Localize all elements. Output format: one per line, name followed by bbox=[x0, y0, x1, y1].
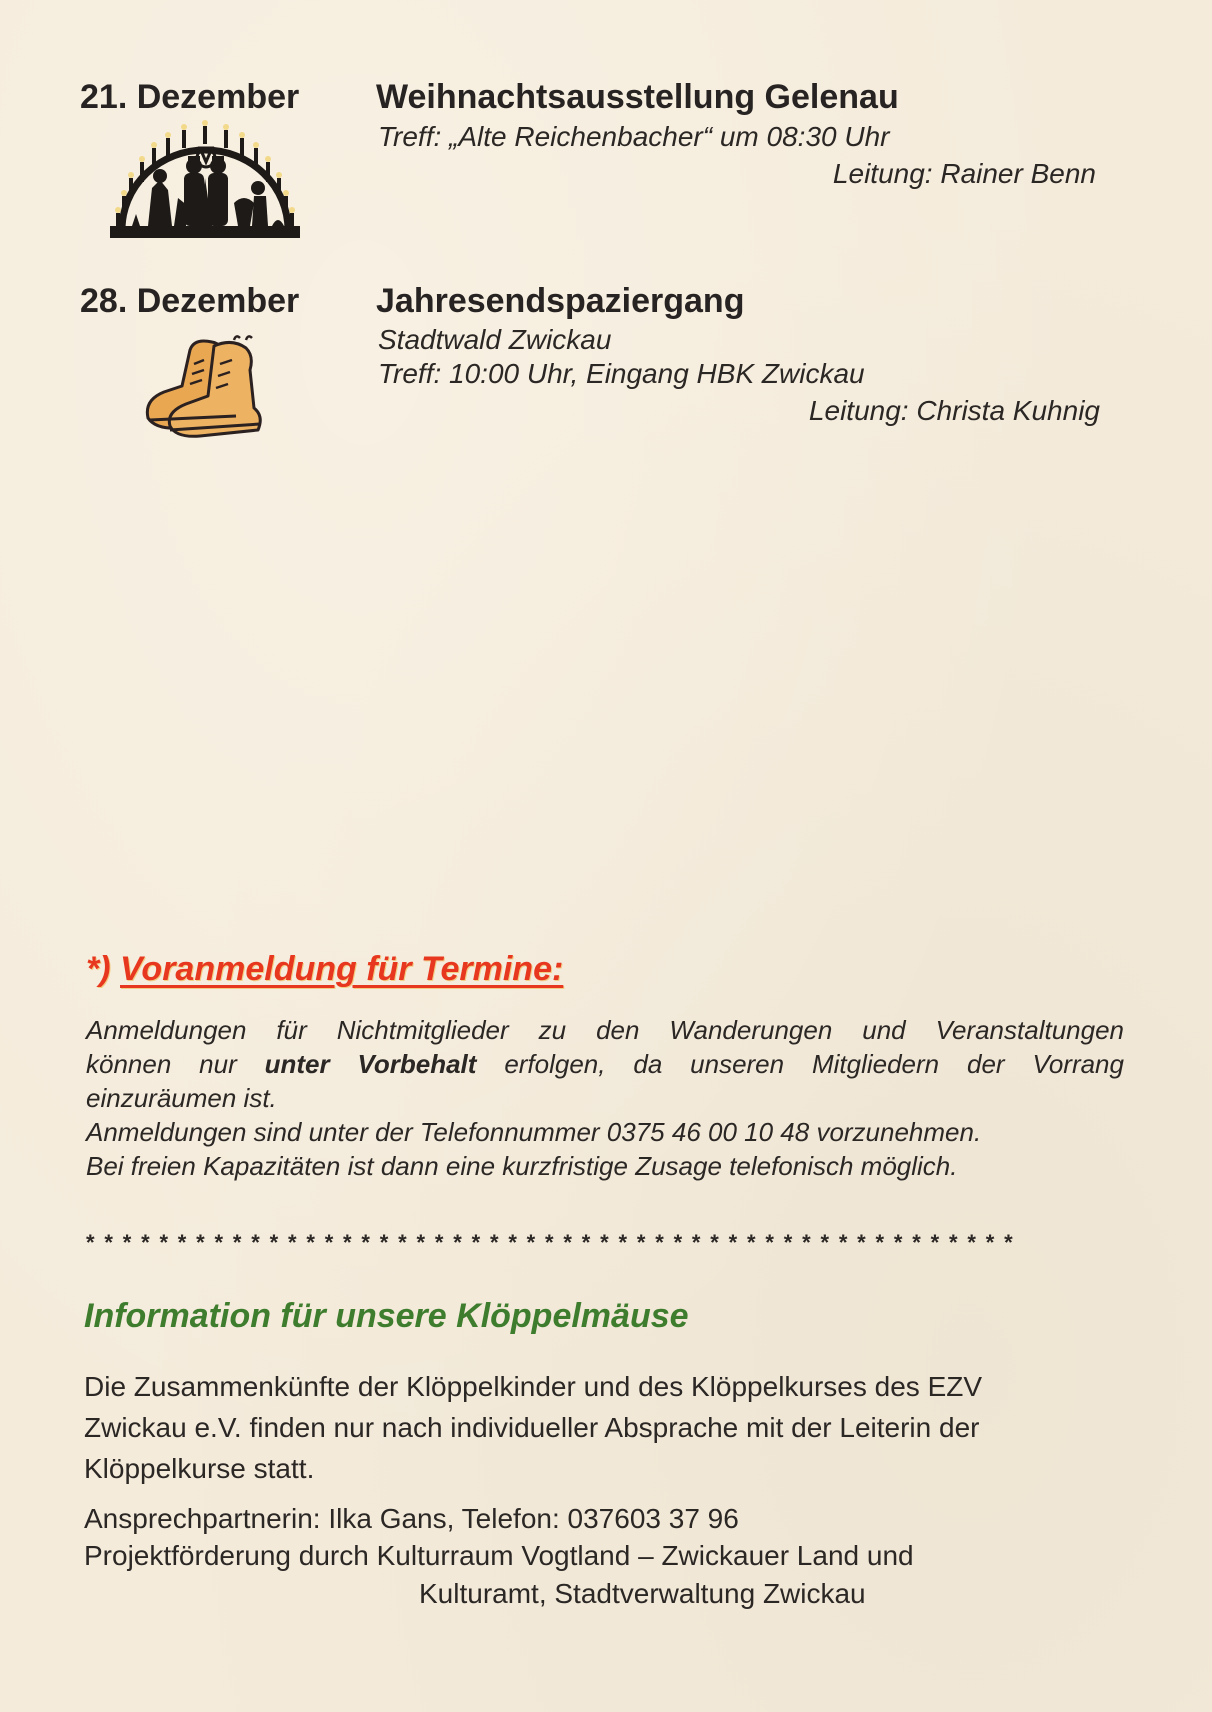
text-line: Anmeldungen sind unter der Telefonnummer 0375 46 00 10 48 vorzunehmen. bbox=[86, 1117, 982, 1147]
candle-arch-icon bbox=[108, 118, 303, 243]
event-detail: Treff: 10:00 Uhr, Eingang HBK Zwickau bbox=[378, 358, 865, 389]
text-line: Klöppelkurse statt. bbox=[84, 1453, 315, 1484]
text-span: können nur bbox=[86, 1049, 237, 1079]
text-line: Die Zusammenkünfte der Klöppelkinder und des Klöppelkurses des EZV bbox=[84, 1371, 983, 1402]
contact-line: Ansprechpartnerin: Ilka Gans, Telefon: 037603 37 96 bbox=[84, 1503, 739, 1534]
kloeppel-text bbox=[84, 1366, 1144, 1489]
event-leader: Leitung: Christa Kuhnig bbox=[808, 395, 1100, 426]
text-line: Anmeldungen für Nichtmitglieder zu den Wanderungen und Veranstaltungen bbox=[86, 1015, 1124, 1045]
footnote-marker: *) bbox=[86, 950, 111, 988]
event-leader: Leitung: Rainer Benn bbox=[832, 158, 1096, 189]
funding-line: Projektförderung durch Kulturraum Vogtland – Zwickauer Land und bbox=[84, 1540, 914, 1571]
event-date: 28. Dezember bbox=[80, 282, 300, 320]
funding-line: Kulturamt, Stadtverwaltung Zwickau bbox=[419, 1578, 866, 1609]
event-detail: Stadtwald Zwickau bbox=[378, 324, 612, 355]
voranmeldung-title: Voranmeldung für Termine: bbox=[120, 950, 564, 988]
text-line: Bei freien Kapazitäten ist dann eine kurzfristige Zusage telefonisch möglich. bbox=[86, 1151, 958, 1181]
voranmeldung-text bbox=[86, 1013, 1124, 1183]
emphasis-text: unter Vorbehalt bbox=[264, 1049, 477, 1079]
event-date: 21. Dezember bbox=[80, 78, 300, 116]
asterisk-separator: *************************************************** bbox=[86, 1230, 1023, 1255]
event-title: Weihnachtsausstellung Gelenau bbox=[376, 78, 899, 116]
text-line bbox=[86, 1047, 1124, 1081]
text-line: einzuräumen ist. bbox=[86, 1083, 277, 1113]
event-detail: Treff: „Alte Reichenbacher“ um 08:30 Uhr bbox=[378, 121, 890, 152]
text-line: Zwickau e.V. finden nur nach individueller Absprache mit der Leiterin der bbox=[84, 1412, 980, 1443]
voranmeldung-heading bbox=[86, 950, 563, 989]
kloeppel-heading: Information für unsere Klöppelmäuse bbox=[84, 1297, 689, 1335]
hiking-boots-icon bbox=[142, 330, 272, 442]
event-title: Jahresendspaziergang bbox=[376, 282, 745, 320]
text-span: erfolgen, da unseren Mitgliedern der Vorrang bbox=[504, 1049, 1124, 1079]
